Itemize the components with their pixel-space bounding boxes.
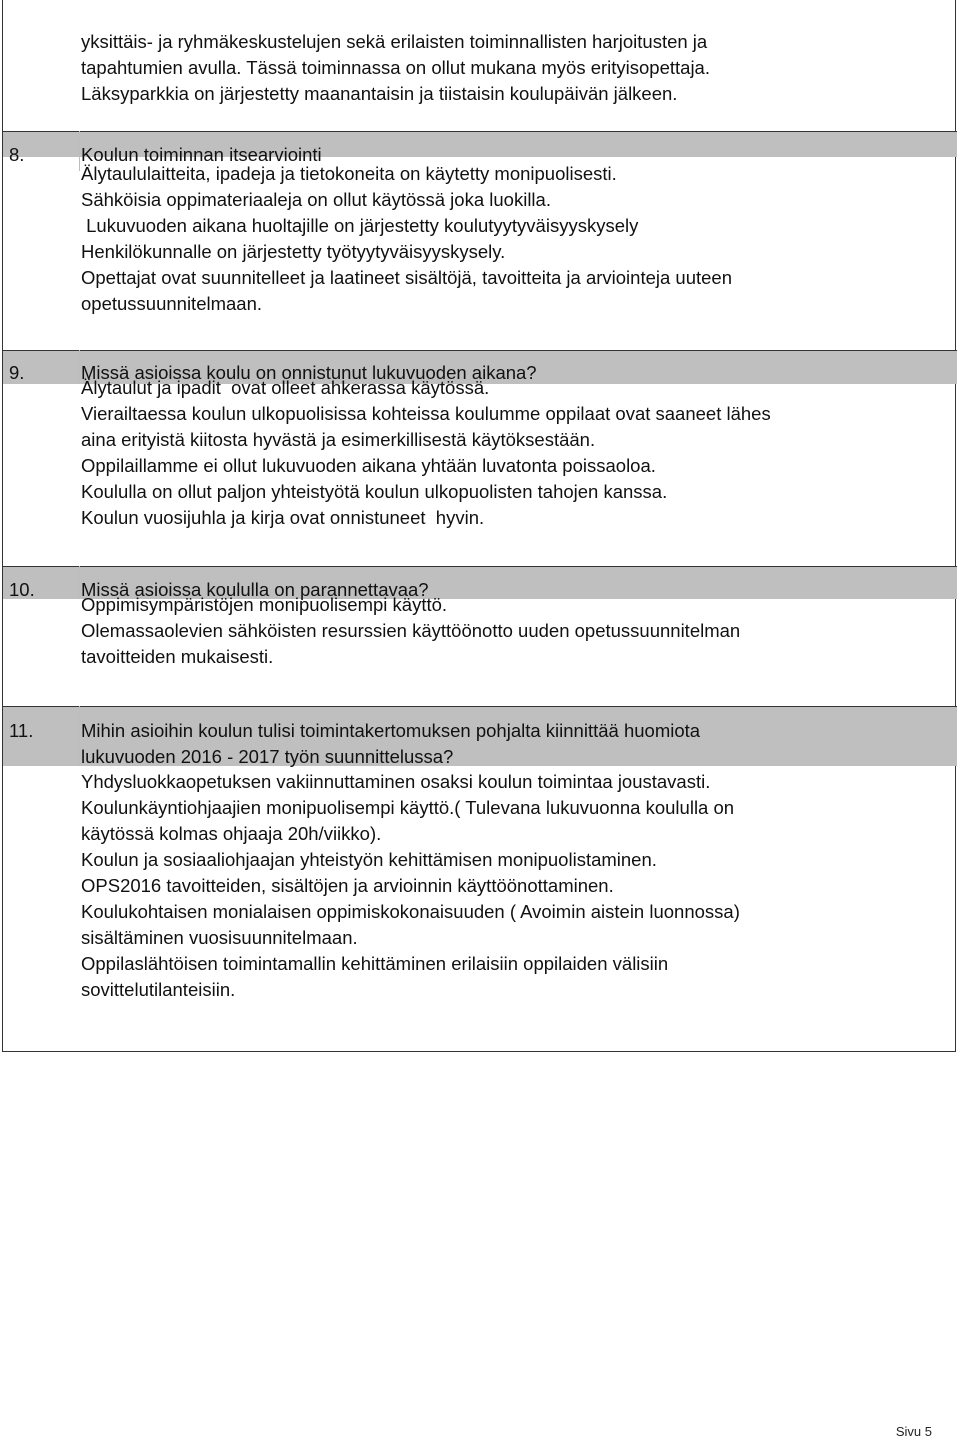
text-line: tavoitteiden mukaisesti. <box>81 646 274 667</box>
text-line: Oppilaillamme ei ollut lukuvuoden aikana yhtään luvatonta poissaoloa. <box>81 455 656 476</box>
section-heading: Missä asioissa koulu on onnistunut lukuvuoden aikana? <box>81 362 537 383</box>
section-heading: Missä asioissa koululla on parannettavaa? <box>81 579 429 600</box>
text-line: Vierailtaessa koulun ulkopuolisissa kohteissa koulumme oppilaat ovat saaneet lähes <box>81 403 771 424</box>
section-number: 10. <box>9 579 35 600</box>
section-heading: Koulun toiminnan itsearviointi <box>81 144 322 165</box>
text-line: Oppimisympäristöjen monipuolisempi käyttö. <box>81 594 448 615</box>
text-line: Henkilökunnalle on järjestetty työtyytyväisyyskysely. <box>81 241 506 262</box>
text-line: Koulun vuosijuhla ja kirja ovat onnistuneet hyvin. <box>81 507 485 528</box>
report-table <box>2 0 956 1052</box>
text-line: Opettajat ovat suunnitelleet ja laatineet sisältöjä, tavoitteita ja arviointeja uuteen <box>81 267 732 288</box>
text-line: käytössä kolmas ohjaaja 20h/viikko). <box>81 823 382 844</box>
section-number: 11. <box>9 720 34 741</box>
text-line: sovittelutilanteisiin. <box>81 979 236 1000</box>
text-line: Koulun ja sosiaaliohjaajan yhteistyön kehittämisen monipuolistaminen. <box>81 849 657 870</box>
section-8 <box>3 131 957 317</box>
text-line: Olemassaolevien sähköisten resurssien käyttöönotto uuden opetussuunnitelman <box>81 620 741 641</box>
text-line: Älytaululaitteita, ipadeja ja tietokoneita on käytetty monipuolisesti. <box>81 163 617 184</box>
column-divider <box>79 350 80 384</box>
text-line: Oppilaslähtöisen toimintamallin kehittäminen erilaisiin oppilaiden välisiin <box>81 953 669 974</box>
text-line: Yhdysluokkaopetuksen vakiinnuttaminen osaksi koulun toimintaa joustavasti. <box>81 771 711 792</box>
text-line: Lukuvuoden aikana huoltajille on järjestetty koulutyytyväisyyskysely <box>81 215 639 236</box>
text-line: Läksyparkkia on järjestetty maanantaisin ja tiistaisin koulupäivän jälkeen. <box>81 83 678 104</box>
text-line: Koulukohtaisen monialaisen oppimiskokonaisuuden ( Avoimin aistein luonnossa) <box>81 901 740 922</box>
section-heading-row <box>3 131 957 165</box>
column-divider <box>79 131 80 171</box>
text-line: aina erityistä kiitosta hyvästä ja esimerkillisestä käytöksestään. <box>81 429 596 450</box>
column-divider <box>79 566 80 599</box>
section-heading-line2: lukuvuoden 2016 - 2017 työn suunnittelussa? <box>81 746 454 767</box>
text-line: sisältäminen vuosisuunnitelmaan. <box>81 927 358 948</box>
intro-block <box>3 29 957 107</box>
section-9 <box>3 350 957 531</box>
text-line: yksittäis- ja ryhmäkeskustelujen sekä erilaisten toiminnallisten harjoitusten ja <box>81 31 708 52</box>
column-divider <box>79 706 80 766</box>
section-number: 9. <box>9 362 25 383</box>
text-line: opetussuunnitelmaan. <box>81 293 263 314</box>
text-line: Koululla on ollut paljon yhteistyötä koulun ulkopuolisten tahojen kanssa. <box>81 481 668 502</box>
text-line: Koulunkäyntiohjaajien monipuolisempi käyttö.( Tulevana lukuvuonna koululla on <box>81 797 735 818</box>
page-number: Sivu 5 <box>895 1424 932 1439</box>
text-line: OPS2016 tavoitteiden, sisältöjen ja arvioinnin käyttöönottaminen. <box>81 875 614 896</box>
section-11 <box>3 706 957 1003</box>
text-line: Sähköisia oppimateriaaleja on ollut käytössä joka luokilla. <box>81 189 551 210</box>
text-line: tapahtumien avulla. Tässä toiminnassa on ollut mukana myös erityisopettaja. <box>81 57 710 78</box>
section-10 <box>3 566 957 670</box>
section-number: 8. <box>9 144 25 165</box>
section-heading: Mihin asioihin koulun tulisi toimintakertomuksen pohjalta kiinnittää huomiota <box>81 720 701 741</box>
section-heading-row <box>3 706 957 766</box>
text-line: Älytaulut ja ipadit ovat olleet ahkerassa käytössä. <box>81 377 490 398</box>
